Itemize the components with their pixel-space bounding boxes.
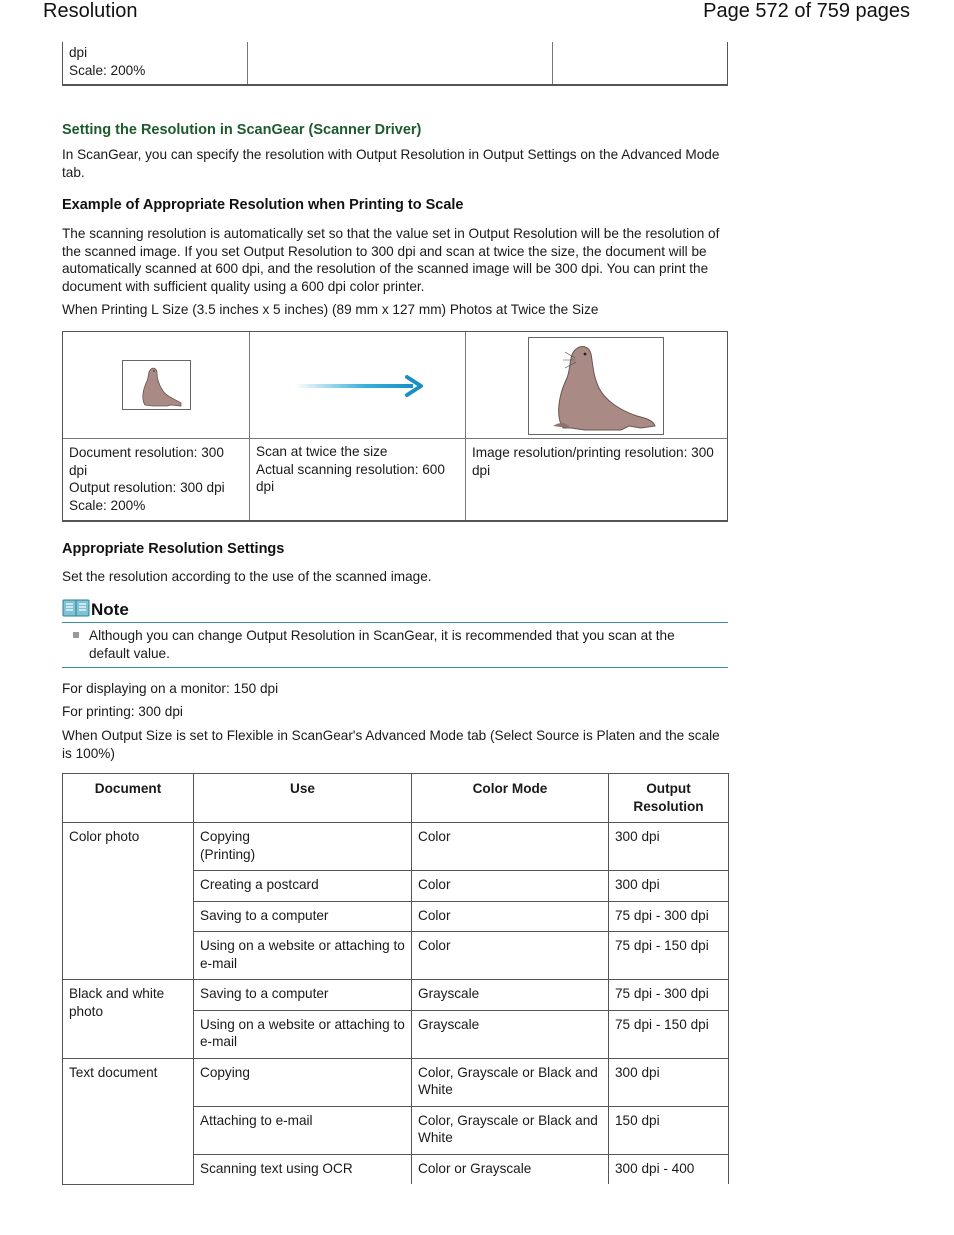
section-heading-scangear: Setting the Resolution in ScanGear (Scanner Driver) — [62, 122, 422, 138]
paragraph-monitor: For displaying on a monitor: 150 dpi — [62, 681, 279, 696]
seal-small-image — [122, 360, 191, 410]
use-cell: Scanning text using OCR — [194, 1154, 412, 1184]
paragraph: Set the resolution according to the use of the scanned image. — [62, 569, 432, 584]
scan-size-cell — [256, 443, 460, 496]
column-divider — [465, 332, 466, 520]
use-cell: Using on a website or attaching to e-mail — [194, 1010, 412, 1058]
book-icon — [62, 598, 90, 618]
row-divider — [63, 438, 727, 439]
page-header-title: Resolution — [43, 0, 138, 22]
color-mode-cell: Color — [412, 932, 609, 980]
color-mode-cell: Color or Grayscale — [412, 1154, 609, 1184]
use-cell: Saving to a computer — [194, 980, 412, 1011]
header-use: Use — [194, 774, 412, 823]
paragraph-printing: For printing: 300 dpi — [62, 704, 183, 719]
resolution-cell: 300 dpi - 400 — [609, 1154, 729, 1184]
resolution-table — [62, 773, 728, 1185]
resolution-cell: 75 dpi - 150 dpi — [609, 1010, 729, 1058]
previous-table-fragment — [62, 42, 728, 86]
header-color-mode: Color Mode — [412, 774, 609, 823]
resolution-cell: 300 dpi — [609, 823, 729, 871]
caption: When Printing L Size (3.5 inches x 5 inches) (89 mm x 127 mm) Photos at Twice the Size — [62, 302, 599, 317]
use-text: Copying (Printing) — [200, 829, 256, 862]
page-number: Page 572 of 759 pages — [703, 0, 910, 22]
table-cell — [63, 42, 248, 84]
color-mode-cell: Color — [412, 901, 609, 932]
table-cell — [247, 42, 553, 84]
image-resolution-cell — [472, 444, 717, 479]
table-row — [63, 823, 729, 871]
section-heading-example: Example of Appropriate Resolution when Printing to Scale — [62, 197, 464, 213]
paragraph-flexible: When Output Size is set to Flexible in ScanGear's Advanced Mode tab (Select Source is Platen and the scale is 100%) — [62, 728, 720, 761]
resolution-cell: 75 dpi - 150 dpi — [609, 932, 729, 980]
color-mode-cell: Color, Grayscale or Black and White — [412, 1106, 609, 1154]
doc-resolution-cell — [69, 444, 244, 514]
column-divider — [249, 332, 250, 520]
paragraph: In ScanGear, you can specify the resolution with Output Resolution in Output Settings on the Advanced Mode tab. — [62, 147, 720, 180]
resolution-cell: 150 dpi — [609, 1106, 729, 1154]
color-mode-cell: Grayscale — [412, 980, 609, 1011]
cell-line: Document resolution: 300 dpi — [69, 445, 224, 478]
header-document: Document — [63, 774, 194, 823]
resolution-cell: 75 dpi - 300 dpi — [609, 901, 729, 932]
cell-line: Scale: 200% — [69, 497, 146, 513]
color-mode-cell: Color, Grayscale or Black and White — [412, 1058, 609, 1106]
use-cell: Using on a website or attaching to e-mail — [194, 932, 412, 980]
seal-large-image — [528, 337, 664, 435]
resolution-cell: 75 dpi - 300 dpi — [609, 980, 729, 1011]
bullet-icon — [73, 632, 79, 638]
use-cell: Copying — [194, 1058, 412, 1106]
table-row — [63, 1058, 729, 1106]
use-cell: Attaching to e-mail — [194, 1106, 412, 1154]
note-title: Note — [91, 600, 129, 619]
use-cell: Saving to a computer — [194, 901, 412, 932]
document-cell: Text document — [63, 1058, 194, 1184]
cell-line: Output resolution: 300 dpi — [69, 480, 225, 495]
color-mode-cell: Color — [412, 823, 609, 871]
header-output-resolution: Output Resolution — [609, 774, 729, 823]
section-heading-settings: Appropriate Resolution Settings — [62, 541, 285, 557]
arrow-right-icon — [295, 372, 425, 402]
use-cell — [194, 823, 412, 871]
color-mode-cell: Grayscale — [412, 1010, 609, 1058]
cell-line: Scan at twice the size — [256, 444, 388, 459]
paragraph: The scanning resolution is automatically set so that the value set in Output Resolution will be the resolution of the scanned image. If you set Output Resolution to 300 dpi and scan at twice the size, the document will be automatically scanned at 600 dpi, and the resolution of the scanned image will be 300 dpi. You can print the document with sufficient quality using a 600 dpi color printer. — [62, 226, 720, 294]
color-mode-cell: Color — [412, 871, 609, 902]
table-row — [63, 980, 729, 1011]
resolution-cell: 300 dpi — [609, 871, 729, 902]
table-header-row — [63, 774, 729, 823]
document-cell: Black and white photo — [63, 980, 194, 1059]
cell-line: Image resolution/printing resolution: 300 dpi — [472, 445, 714, 478]
note-text: Although you can change Output Resolution in ScanGear, it is recommended that you scan at the default value. — [89, 628, 675, 661]
note-divider-bottom — [62, 667, 728, 668]
illustration-table — [62, 331, 728, 522]
note-divider-top — [62, 622, 728, 623]
cell-line: Scale: 200% — [69, 62, 146, 78]
resolution-cell: 300 dpi — [609, 1058, 729, 1106]
cell-line: dpi — [69, 45, 88, 60]
cell-text — [69, 44, 145, 79]
document-cell: Color photo — [63, 823, 194, 980]
use-cell: Creating a postcard — [194, 871, 412, 902]
cell-line: Actual scanning resolution: 600 dpi — [256, 461, 445, 494]
